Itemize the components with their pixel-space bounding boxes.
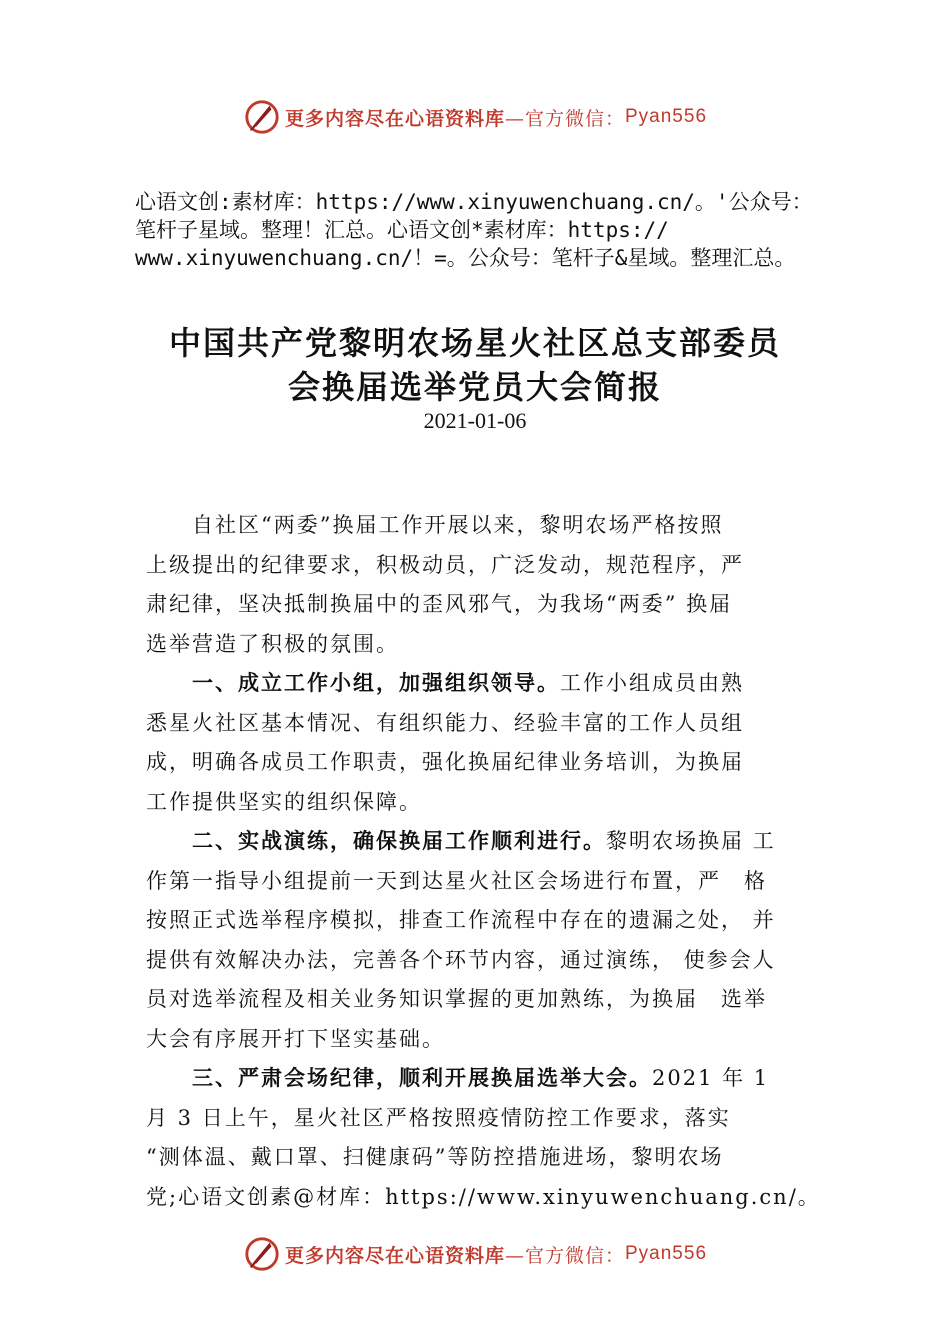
paragraph-line: 员对选举流程及相关业务知识掌握的更加熟练，为换届 选举 [146, 987, 767, 1011]
section-3-first-line: 2021 年 1 [652, 1066, 770, 1090]
paragraph-line: 选举营造了积极的氛围。 [146, 631, 399, 656]
document-title-line-2: 会换届选举党员大会简报 [287, 368, 662, 406]
section-2-heading: 二、实战演练，确保换届工作顺利进行。 [192, 829, 606, 853]
section-1-heading: 一、成立工作小组，加强组织领导。 [192, 671, 560, 695]
source-note-line: 心语文创:素材库：https://www.xinyuwenchuang.cn/。'公众号： [135, 190, 813, 214]
banner-wechat-id: Pyan556 [625, 106, 708, 127]
document-title-line-1: 中国共产党黎明农场星火社区总支部委员 [168, 324, 781, 362]
intro-paragraph [146, 506, 826, 664]
paragraph-line: 肃纪律，坚决抵制换届中的歪风邪气，为我场“两委” 换届 [146, 592, 733, 616]
paragraph-line: 自社区“两委”换届工作开展以来，黎明农场严格按照 [146, 513, 724, 537]
source-note [135, 188, 855, 272]
paragraph-line [146, 1059, 826, 1099]
paragraph-line: 成，明确各成员工作职责，强化换届纪律业务培训，为换届 [146, 750, 744, 774]
banner-main-text: 更多内容尽在心语资料库 [284, 1244, 505, 1267]
banner-main-text: 更多内容尽在心语资料库 [284, 107, 505, 130]
footer-banner [0, 1232, 950, 1276]
section-3-heading: 三、严肃会场纪律，顺利开展换届选举大会。 [192, 1066, 652, 1090]
banner-wechat-id: Pyan556 [625, 1243, 708, 1264]
banner-wechat-label: —官方微信： [504, 107, 625, 130]
paragraph-line: 上级提出的纪律要求，积极动员，广泛发动，规范程序，严 [146, 552, 744, 577]
paragraph-line: 提供有效解决办法，完善各个环节内容，通过演练， 使参会人 [146, 947, 776, 972]
paragraph-line: 按照正式选举程序模拟，排查工作流程中存在的遗漏之处， 并 [146, 908, 776, 932]
quill-pen-logo-icon [243, 1235, 281, 1273]
paragraph-line: 工作提供坚实的组织保障。 [146, 789, 422, 814]
section-2-paragraph [146, 822, 826, 1059]
source-note-line: www.xinyuwenchuang.cn/！=。公众号：笔杆子&星域。整理汇总。 [135, 246, 796, 270]
paragraph-line: 作第一指导小组提前一天到达星火社区会场进行布置，严 格 [146, 868, 767, 893]
document-date: 2021-01-06 [423, 408, 527, 433]
quill-pen-logo-icon [243, 98, 281, 136]
header-banner [0, 95, 950, 139]
section-3-paragraph [146, 1059, 826, 1217]
paragraph-line: “测体温、戴口罩、扫健康码”等防控措施进场，黎明农场 [146, 1145, 724, 1169]
source-note-line: 笔杆子星域。整理！汇总。心语文创*素材库：https:// [135, 218, 669, 242]
paragraph-line: 党;心语文创素@材库：https://www.xinyuwenchuang.cn/。 [146, 1184, 821, 1209]
banner-wechat-label: —官方微信： [504, 1244, 625, 1267]
section-1-paragraph [146, 664, 826, 822]
section-2-first-line: 黎明农场换届 工 [606, 829, 776, 853]
section-1-first-line: 工作小组成员由熟 [560, 671, 744, 695]
paragraph-line: 悉星火社区基本情况、有组织能力、经验丰富的工作人员组 [146, 710, 744, 735]
paragraph-line: 大会有序展开打下坚实基础。 [146, 1026, 445, 1051]
paragraph-line [146, 822, 826, 862]
paragraph-line: 月 3 日上午，星火社区严格按照疫情防控工作要求，落实 [146, 1105, 731, 1130]
paragraph-line [146, 664, 826, 704]
